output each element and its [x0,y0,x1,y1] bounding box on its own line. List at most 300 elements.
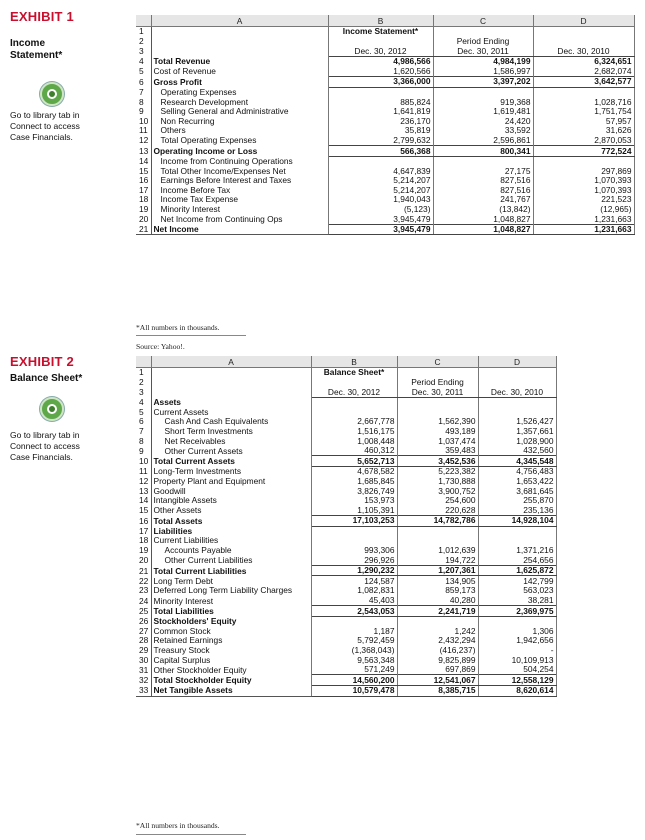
row-number: 9 [136,107,151,117]
table-row [136,87,634,97]
cell-b: 236,170 [328,116,433,126]
column-header[interactable]: D [478,356,556,368]
row-number: 31 [136,665,151,675]
row-label [151,27,328,37]
row-label: Other Current Assets [151,446,311,456]
table-row [136,136,634,146]
cell-c: 1,586,997 [433,66,533,76]
table-row [136,27,634,37]
cell-c: (416,237) [397,646,478,656]
row-label: Income from Continuing Operations [151,156,328,166]
column-header[interactable]: B [311,356,397,368]
row-number: 16 [136,515,151,526]
table-row [136,37,634,47]
table-row [136,97,634,107]
cell-c: 27,175 [433,166,533,176]
exhibit2-footnote: *All numbers in thousands. [136,821,220,830]
cell-b [311,378,397,388]
exhibit1-subtitle-line2: Statement* [10,50,63,61]
table-row [136,186,634,196]
row-label: Goodwill [151,486,311,496]
cell-d: 6,324,651 [533,56,634,66]
table-row [136,146,634,157]
cell-d: 1,653,422 [478,477,556,487]
row-label: Assets [151,397,311,407]
row-number: 16 [136,176,151,186]
row-label: Current Liabilities [151,536,311,546]
cell-c [397,526,478,536]
table-row [136,555,556,565]
row-label: Non Recurring [151,116,328,126]
table-row [136,486,556,496]
cell-c: (13,842) [433,205,533,215]
cell-c: 3,452,536 [397,456,478,467]
library-icon[interactable] [40,82,64,106]
row-number: 2 [136,378,151,388]
table-row [136,675,556,686]
cell-c: 2,432,294 [397,636,478,646]
cell-b: 1,290,232 [311,565,397,576]
row-number: 18 [136,536,151,546]
cell-b: 1,008,448 [311,436,397,446]
cell-b: 4,678,582 [311,466,397,476]
library-note-line: Go to library tab in [10,430,80,440]
row-label: Earnings Before Interest and Taxes [151,176,328,186]
cell-d: 504,254 [478,665,556,675]
row-label: Operating Income or Loss [151,146,328,157]
row-number: 1 [136,368,151,378]
cell-b: 2,543,053 [311,606,397,617]
row-label [151,387,311,397]
table-row [136,76,634,87]
cell-d: 2,682,074 [533,66,634,76]
cell-d: 1,306 [478,626,556,636]
cell-d: (12,965) [533,205,634,215]
row-label: Other Current Liabilities [151,555,311,565]
row-number: 4 [136,397,151,407]
exhibit2-title: EXHIBIT 2 [10,354,74,369]
cell-d: 1,231,663 [533,214,634,224]
cell-d [478,526,556,536]
cell-d: 1,526,427 [478,417,556,427]
cell-c: 40,280 [397,596,478,606]
table-row [136,214,634,224]
row-label: Total Liabilities [151,606,311,617]
table-row [136,156,634,166]
library-note-line: Case Financials. [10,452,73,462]
cell-b [328,37,433,47]
column-header[interactable] [136,356,151,368]
row-number: 9 [136,446,151,456]
row-label: Long-Term Investments [151,466,311,476]
cell-d: 1,231,663 [533,224,634,235]
row-number: 15 [136,505,151,515]
exhibit1-subtitle-line1: Income [10,38,46,49]
cell-c: 1,012,639 [397,546,478,556]
cell-d: 1,942,656 [478,636,556,646]
table-row [136,116,634,126]
row-label [151,46,328,56]
cell-c: 1,048,827 [433,214,533,224]
cell-d: 12,558,129 [478,675,556,686]
cell-b: 9,563,348 [311,655,397,665]
row-number: 1 [136,27,151,37]
cell-b: 1,516,175 [311,427,397,437]
cell-d: 1,371,216 [478,546,556,556]
cell-d [478,536,556,546]
row-number: 19 [136,546,151,556]
column-header[interactable]: C [433,15,533,27]
row-number: 6 [136,417,151,427]
cell-b: 5,214,207 [328,186,433,196]
row-number: 10 [136,116,151,126]
row-number: 25 [136,606,151,617]
table-row [136,496,556,506]
cell-d [478,397,556,407]
row-number: 3 [136,387,151,397]
table-row [136,626,556,636]
cell-c [433,27,533,37]
row-number: 5 [136,66,151,76]
row-label: Total Other Income/Expenses Net [151,166,328,176]
cell-b: 993,306 [311,546,397,556]
exhibit1-footnote: *All numbers in thousands. [136,323,220,332]
table-row [136,636,556,646]
row-label: Minority Interest [151,596,311,606]
table-row [136,477,556,487]
cell-b: 14,560,200 [311,675,397,686]
cell-c: 4,984,199 [433,56,533,66]
cell-c: 827,516 [433,186,533,196]
table-row [136,224,634,235]
row-number: 33 [136,686,151,697]
cell-c: 2,596,861 [433,136,533,146]
table-row [136,576,556,586]
cell-b: 124,587 [311,576,397,586]
table-row [136,66,634,76]
row-label: Income Before Tax [151,186,328,196]
cell-b: 3,945,479 [328,224,433,235]
column-header[interactable]: D [533,15,634,27]
column-header[interactable]: C [397,356,478,368]
row-label [151,378,311,388]
cell-b: 2,667,778 [311,417,397,427]
cell-d [533,27,634,37]
cell-c: 1,242 [397,626,478,636]
exhibit2-subtitle [10,373,82,385]
cell-c: 859,173 [397,586,478,596]
cell-d: 1,028,900 [478,436,556,446]
cell-d: 3,642,577 [533,76,634,87]
cell-c: 827,516 [433,176,533,186]
column-header[interactable] [136,15,151,27]
cell-b [311,397,397,407]
table-row [136,665,556,675]
cell-b: (1,368,043) [311,646,397,656]
table-row [136,565,556,576]
table-row [136,505,556,515]
row-number: 27 [136,626,151,636]
row-label: Total Stockholder Equity [151,675,311,686]
cell-b: 3,826,749 [311,486,397,496]
cell-c: 24,420 [433,116,533,126]
table-row [136,46,634,56]
cell-d: 235,136 [478,505,556,515]
row-label: Total Operating Expenses [151,136,328,146]
cell-c: 220,628 [397,505,478,515]
table-row [136,166,634,176]
table-row [136,397,556,407]
cell-d: 4,756,483 [478,466,556,476]
row-number: 18 [136,195,151,205]
row-number: 26 [136,616,151,626]
exhibit2-subtitle-line1: Balance Sheet* [10,373,83,384]
cell-b: 566,368 [328,146,433,157]
row-number: 12 [136,136,151,146]
cell-c: Period Ending [433,37,533,47]
cell-d: 14,928,104 [478,515,556,526]
divider [136,335,246,336]
table-row [136,646,556,656]
row-label: Intangible Assets [151,496,311,506]
cell-d [533,87,634,97]
cell-d [478,368,556,378]
cell-b: 571,249 [311,665,397,675]
exhibit1-title: EXHIBIT 1 [10,9,74,24]
cell-b: 1,105,391 [311,505,397,515]
cell-c: 1,562,390 [397,417,478,427]
cell-b: 1,620,566 [328,66,433,76]
exhibit1-subtitle [10,38,62,62]
cell-b: 4,647,839 [328,166,433,176]
cell-b: 296,926 [311,555,397,565]
table-row [136,446,556,456]
exhibit1-source: Source: Yahoo!. [136,342,185,351]
row-label: Treasury Stock [151,646,311,656]
row-label: Operating Expenses [151,87,328,97]
cell-c: 8,385,715 [397,686,478,697]
table-row [136,417,556,427]
cell-c [397,616,478,626]
cell-b: 4,986,566 [328,56,433,66]
cell-d [478,378,556,388]
table-row [136,536,556,546]
cell-c: 359,483 [397,446,478,456]
cell-b: 1,187 [311,626,397,636]
cell-b: 460,312 [311,446,397,456]
row-label: Net Tangible Assets [151,686,311,697]
table-row [136,407,556,417]
row-number: 13 [136,146,151,157]
row-label: Selling General and Administrative [151,107,328,117]
row-label: Retained Earnings [151,636,311,646]
cell-b: 45,403 [311,596,397,606]
cell-b: Dec. 30, 2012 [311,387,397,397]
cell-b: 17,103,253 [311,515,397,526]
cell-c [433,156,533,166]
cell-b: 1,940,043 [328,195,433,205]
row-label: Research Development [151,97,328,107]
cell-d: 4,345,548 [478,456,556,467]
row-number: 11 [136,126,151,136]
cell-b: 1,641,819 [328,107,433,117]
cell-d: 1,070,393 [533,176,634,186]
row-label: Net Income from Continuing Ops [151,214,328,224]
row-number: 4 [136,56,151,66]
column-header[interactable]: A [151,356,311,368]
cell-d: - [478,646,556,656]
row-number: 21 [136,224,151,235]
cell-d: 38,281 [478,596,556,606]
cell-c: 9,825,899 [397,655,478,665]
table-row [136,466,556,476]
cell-b: 885,824 [328,97,433,107]
cell-c: 5,223,382 [397,466,478,476]
cell-b: 153,973 [311,496,397,506]
row-number: 3 [136,46,151,56]
cell-c: 14,782,786 [397,515,478,526]
row-number: 6 [136,76,151,87]
cell-c [397,397,478,407]
cell-c: 493,189 [397,427,478,437]
row-label [151,37,328,47]
table-row [136,456,556,467]
cell-d: 1,751,754 [533,107,634,117]
row-number: 29 [136,646,151,656]
cell-d: 2,369,975 [478,606,556,617]
exhibit1-library-note [10,110,110,143]
row-label: Long Term Debt [151,576,311,586]
row-number: 32 [136,675,151,686]
row-number: 21 [136,565,151,576]
row-number: 14 [136,496,151,506]
balance-sheet-table [136,356,557,697]
row-label: Current Assets [151,407,311,417]
row-label: Cash And Cash Equivalents [151,417,311,427]
table-row [136,427,556,437]
row-label: Total Assets [151,515,311,526]
row-number: 8 [136,97,151,107]
row-number: 28 [136,636,151,646]
cell-c: 1,619,481 [433,107,533,117]
table-row [136,368,556,378]
row-number: 20 [136,214,151,224]
row-label: Income Tax Expense [151,195,328,205]
cell-d: 3,681,645 [478,486,556,496]
cell-d [478,616,556,626]
cell-c [397,407,478,417]
cell-c: 12,541,067 [397,675,478,686]
cell-d: Dec. 30, 2010 [533,46,634,56]
cell-d [533,37,634,47]
row-number: 22 [136,576,151,586]
row-label: Minority Interest [151,205,328,215]
table-row [136,606,556,617]
cell-d: 1,625,872 [478,565,556,576]
cell-b [328,156,433,166]
table-row [136,176,634,186]
cell-b: (5,123) [328,205,433,215]
cell-b: 1,082,831 [311,586,397,596]
cell-c: 134,905 [397,576,478,586]
cell-b: 3,366,000 [328,76,433,87]
cell-c: 800,341 [433,146,533,157]
cell-c [433,87,533,97]
table-row [136,378,556,388]
column-header[interactable]: A [151,15,328,27]
table-row [136,107,634,117]
cell-b: Balance Sheet* [311,368,397,378]
cell-d: 57,957 [533,116,634,126]
row-number: 8 [136,436,151,446]
library-note-line: Go to library tab in [10,110,80,120]
table-row [136,686,556,697]
row-number: 14 [136,156,151,166]
row-label: Cost of Revenue [151,66,328,76]
cell-d [478,407,556,417]
income-statement-table [136,15,635,235]
row-number: 10 [136,456,151,467]
cell-b [311,407,397,417]
cell-d: 2,870,053 [533,136,634,146]
column-header[interactable]: B [328,15,433,27]
cell-d [533,156,634,166]
cell-b: 1,685,845 [311,477,397,487]
cell-b: 35,819 [328,126,433,136]
row-number: 15 [136,166,151,176]
row-label: Total Current Assets [151,456,311,467]
cell-d: 1,070,393 [533,186,634,196]
cell-c [397,536,478,546]
divider [136,834,246,835]
cell-d: 563,023 [478,586,556,596]
table-row [136,596,556,606]
row-number: 19 [136,205,151,215]
cell-b: 2,799,632 [328,136,433,146]
cell-d: 255,870 [478,496,556,506]
cell-d: 221,523 [533,195,634,205]
cell-b: Income Statement* [328,27,433,37]
table-row [136,526,556,536]
cell-b: 5,214,207 [328,176,433,186]
library-note-line: Connect to access [10,121,80,131]
cell-c: 194,722 [397,555,478,565]
cell-c: 1,207,361 [397,565,478,576]
cell-b [311,616,397,626]
row-number: 2 [136,37,151,47]
row-label: Others [151,126,328,136]
cell-c: 3,397,202 [433,76,533,87]
cell-c: Period Ending [397,378,478,388]
row-label: Other Assets [151,505,311,515]
library-note-line: Connect to access [10,441,80,451]
cell-b [328,87,433,97]
cell-d: 432,560 [478,446,556,456]
row-label: Total Current Liabilities [151,565,311,576]
row-label: Stockholders' Equity [151,616,311,626]
table-row [136,195,634,205]
table-row [136,616,556,626]
cell-b [311,526,397,536]
table-row [136,546,556,556]
library-icon[interactable] [40,397,64,421]
cell-d: Dec. 30, 2010 [478,387,556,397]
cell-b: 5,652,713 [311,456,397,467]
cell-b: Dec. 30, 2012 [328,46,433,56]
cell-c: 697,869 [397,665,478,675]
cell-c [397,368,478,378]
cell-d: 772,524 [533,146,634,157]
